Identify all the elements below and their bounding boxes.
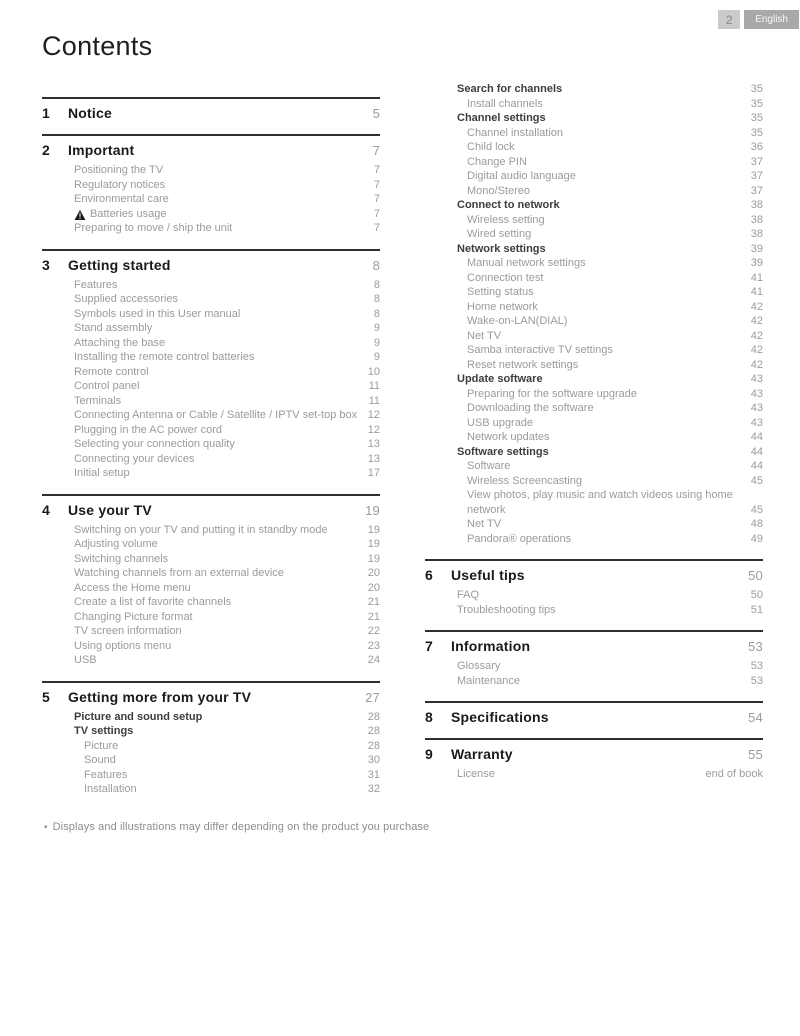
toc-entry — [42, 207, 380, 222]
toc-entry-page: 11 — [368, 380, 380, 392]
toc-entry — [42, 408, 380, 423]
toc-entry-label: Changing Picture format — [74, 610, 193, 623]
toc-section — [425, 559, 763, 617]
toc-entry-page: 7 — [373, 222, 380, 234]
toc-entry — [42, 710, 380, 725]
toc-entry — [425, 111, 763, 126]
toc-entry — [425, 459, 763, 474]
toc-entry — [425, 242, 763, 257]
toc-entry-page: 28 — [367, 725, 380, 737]
toc-entry — [42, 178, 380, 193]
toc-entry-label: License — [457, 768, 495, 780]
toc-entry-label: Connecting Antenna or Cable / Satellite / IPTV set-top box — [74, 409, 358, 421]
toc-entry-page: 12 — [367, 423, 380, 436]
section-title: Warranty — [451, 746, 513, 762]
toc-entry — [42, 610, 380, 625]
toc-entry-label: Using options menu — [74, 639, 172, 652]
toc-entry — [425, 603, 763, 618]
toc-entry-page: 7 — [373, 193, 380, 205]
toc-entry-label: Wired setting — [467, 228, 532, 240]
toc-entry — [42, 336, 380, 351]
toc-entry — [425, 140, 763, 155]
section-number: 4 — [42, 501, 50, 518]
toc-entry-label: Create a list of favorite channels — [74, 596, 232, 608]
toc-entry — [425, 387, 763, 402]
toc-entry-label: Wireless Screencasting — [467, 474, 582, 487]
toc-entry — [42, 523, 380, 538]
section-heading — [425, 738, 763, 762]
toc-entry-page: 49 — [750, 532, 763, 545]
toc-entry-page: 28 — [367, 739, 380, 752]
toc-entry-label: Adjusting volume — [74, 538, 158, 550]
section-title: Important — [68, 142, 135, 158]
toc-entry — [42, 768, 380, 783]
toc-entry — [425, 674, 763, 689]
toc-entry — [42, 278, 380, 293]
toc-entry-label: Switching on your TV and putting it in standby mode — [74, 523, 328, 536]
toc-entry-page: 53 — [750, 660, 763, 672]
toc-section — [42, 134, 380, 236]
toc-entry-label: Reset network settings — [467, 358, 579, 371]
toc-entry-page: 50 — [750, 589, 763, 601]
toc-entry — [42, 552, 380, 567]
toc-entry-label: Network settings — [457, 242, 546, 255]
toc-entry — [42, 423, 380, 438]
toc-entry-list — [42, 278, 380, 481]
toc-entry-page: 31 — [367, 768, 380, 781]
toc-entry-page: 42 — [750, 300, 763, 313]
toc-entry-label: Positioning the TV — [74, 164, 164, 176]
toc-entry — [425, 169, 763, 184]
toc-entry-page: 43 — [750, 387, 763, 400]
toc-entry-label: Manual network settings — [467, 257, 586, 269]
toc-entry — [425, 659, 763, 674]
toc-entry-label: Features — [74, 278, 118, 291]
toc-entry-page: 21 — [367, 610, 380, 623]
toc-entry-list — [425, 767, 763, 782]
toc-section — [425, 701, 763, 725]
toc-entry-label: Mono/Stereo — [467, 184, 530, 197]
toc-entry-list — [425, 659, 763, 688]
toc-entry — [425, 300, 763, 315]
toc-entry — [425, 285, 763, 300]
toc-entry-label: Channel settings — [457, 112, 546, 124]
footer-note-text: Displays and illustrations may differ depending on the product you purchase — [52, 821, 430, 833]
toc-entry-page: 53 — [750, 674, 763, 687]
section-number: 9 — [425, 746, 433, 762]
toc-entry-label: Features — [84, 768, 128, 781]
toc-entry — [42, 537, 380, 552]
toc-entry — [425, 343, 763, 358]
toc-entry-label: Selecting your connection quality — [74, 438, 235, 450]
toc-entry-list — [425, 82, 763, 546]
toc-entry-list — [42, 523, 380, 668]
toc-entry-page: 45 — [750, 503, 763, 516]
toc-entry-page: 13 — [367, 452, 380, 465]
toc-entry-page: 20 — [367, 581, 380, 594]
toc-entry-label: Troubleshooting tips — [457, 603, 556, 616]
toc-entry-page: 38 — [750, 199, 763, 211]
toc-entry — [42, 653, 380, 668]
toc-entry-page: 9 — [373, 322, 380, 334]
toc-entry-page: 13 — [367, 438, 380, 450]
section-heading — [425, 559, 763, 583]
toc-entry-label: Downloading the software — [467, 402, 594, 414]
toc-entry-label: Glossary — [457, 660, 501, 672]
toc-entry-page: 37 — [750, 155, 763, 168]
toc-entry-label: Picture — [84, 739, 119, 752]
toc-entry-label: Supplied accessories — [74, 293, 178, 305]
toc-section — [42, 97, 380, 121]
toc-entry — [425, 767, 763, 782]
toc-entry — [425, 532, 763, 547]
toc-entry-label: Regulatory notices — [74, 178, 166, 191]
toc-entry-page: 9 — [373, 351, 380, 363]
toc-entry-page: 7 — [373, 207, 380, 220]
toc-entry — [42, 566, 380, 581]
section-heading — [425, 701, 763, 725]
toc-entry-page: 42 — [750, 358, 763, 371]
toc-entry-label: Remote control — [74, 365, 149, 378]
toc-entry-page: 19 — [367, 523, 380, 536]
toc-entry-label: FAQ — [457, 589, 480, 601]
toc-columns — [42, 72, 763, 797]
toc-entry-label: Setting status — [467, 286, 534, 298]
toc-entry-label: Access the Home menu — [74, 581, 191, 594]
toc-entry — [425, 213, 763, 228]
warning-icon — [74, 210, 86, 220]
section-heading — [42, 97, 380, 121]
toc-entry — [425, 445, 763, 460]
section-number: 2 — [42, 142, 50, 158]
toc-entry-page: 21 — [367, 596, 380, 608]
toc-entry — [425, 271, 763, 286]
toc-entry-label: Connect to network — [457, 199, 560, 211]
section-number: 7 — [425, 638, 433, 654]
toc-entry-label: USB upgrade — [467, 416, 534, 429]
section-title: Getting more from your TV — [68, 688, 252, 705]
section-page-number: 7 — [372, 143, 380, 158]
section-page-number: 27 — [365, 689, 380, 705]
toc-entry — [425, 416, 763, 431]
section-heading — [425, 630, 763, 654]
toc-column-left — [42, 72, 380, 797]
toc-entry-page: 44 — [750, 460, 763, 472]
toc-entry-label: Picture and sound setup — [74, 710, 203, 723]
toc-entry-label: Sound — [84, 754, 116, 766]
section-page-number: 50 — [748, 568, 763, 583]
section-page-number: 54 — [748, 710, 763, 725]
toc-entry — [42, 782, 380, 797]
toc-entry-label: Connection test — [467, 271, 544, 284]
toc-entry-label: Terminals — [74, 394, 122, 407]
toc-entry-label: Update software — [457, 373, 543, 385]
toc-entry — [425, 184, 763, 199]
toc-entry-label: Symbols used in this User manual — [74, 307, 241, 320]
toc-entry-page: 38 — [750, 213, 763, 226]
toc-entry-list — [42, 710, 380, 797]
toc-entry-list — [42, 163, 380, 236]
toc-entry-label: Initial setup — [74, 467, 130, 479]
toc-entry — [425, 256, 763, 271]
toc-entry — [42, 753, 380, 768]
toc-entry-label: Connecting your devices — [74, 452, 195, 465]
toc-entry — [42, 624, 380, 639]
toc-entry-page: end of book — [705, 768, 763, 780]
toc-entry-page: 43 — [750, 402, 763, 414]
toc-entry — [425, 517, 763, 532]
toc-entry-page: 37 — [750, 184, 763, 197]
toc-entry-page: 10 — [367, 365, 380, 378]
toc-entry-label: Switching channels — [74, 552, 169, 565]
toc-entry-list — [425, 588, 763, 617]
toc-entry — [42, 365, 380, 380]
toc-entry-page: 45 — [750, 474, 763, 487]
toc-entry-page: 35 — [750, 126, 763, 139]
toc-entry — [425, 314, 763, 329]
toc-entry-label: Batteries usage — [90, 207, 167, 220]
toc-entry — [425, 488, 763, 517]
toc-entry-page: 42 — [750, 344, 763, 356]
toc-entry-page: 44 — [750, 431, 763, 443]
toc-entry — [42, 307, 380, 322]
toc-entry — [425, 97, 763, 112]
toc-entry — [42, 739, 380, 754]
toc-entry-label: Software — [467, 460, 511, 472]
toc-entry-label: Stand assembly — [74, 322, 153, 334]
toc-entry-page: 22 — [367, 625, 380, 637]
toc-entry-label: Search for channels — [457, 83, 563, 95]
toc-entry-page: 36 — [750, 141, 763, 153]
toc-entry-page: 30 — [367, 754, 380, 766]
toc-entry-label: Channel installation — [467, 126, 564, 139]
toc-entry-page: 44 — [750, 445, 763, 458]
toc-entry — [42, 221, 380, 236]
toc-section — [425, 77, 763, 546]
toc-entry — [42, 595, 380, 610]
section-title: Getting started — [68, 256, 171, 273]
toc-entry — [42, 724, 380, 739]
toc-entry-label: Home network — [467, 300, 538, 313]
toc-entry-label: View photos, play music and watch videos using home network — [467, 489, 733, 516]
section-page-number: 8 — [372, 257, 380, 273]
section-page-number: 55 — [748, 747, 763, 762]
header-badges — [718, 10, 799, 29]
toc-entry-page: 24 — [367, 654, 380, 666]
footer-bullet: • — [44, 822, 48, 833]
toc-entry-page: 28 — [367, 710, 380, 723]
section-number: 1 — [42, 105, 50, 121]
toc-entry — [42, 292, 380, 307]
section-number: 3 — [42, 256, 50, 273]
toc-entry — [42, 437, 380, 452]
toc-entry-page: 42 — [750, 329, 763, 342]
toc-entry-label: Maintenance — [457, 674, 520, 687]
toc-entry-label: Install channels — [467, 97, 543, 110]
toc-entry-page: 35 — [750, 97, 763, 110]
toc-entry-page: 48 — [750, 518, 763, 530]
toc-entry-page: 8 — [373, 278, 380, 291]
toc-entry-page: 35 — [750, 83, 763, 95]
toc-entry-page: 35 — [750, 112, 763, 124]
toc-entry — [42, 350, 380, 365]
toc-entry-label: Watching channels from an external device — [74, 567, 284, 579]
toc-entry-label: Installation — [84, 783, 137, 795]
section-title: Specifications — [451, 709, 549, 725]
toc-entry — [42, 581, 380, 596]
footer-note — [44, 821, 429, 833]
toc-entry — [425, 198, 763, 213]
toc-entry-page: 23 — [367, 639, 380, 652]
toc-entry-page: 41 — [750, 271, 763, 284]
language-badge: English — [744, 10, 799, 29]
toc-entry — [425, 474, 763, 489]
toc-entry-page: 39 — [750, 242, 763, 255]
toc-entry-label: Software settings — [457, 445, 549, 458]
toc-entry-page: 17 — [367, 467, 380, 479]
toc-entry — [42, 163, 380, 178]
toc-section — [42, 494, 380, 668]
section-number: 6 — [425, 567, 433, 583]
section-title: Use your TV — [68, 501, 152, 518]
toc-entry — [42, 321, 380, 336]
toc-entry — [425, 329, 763, 344]
section-page-number: 53 — [748, 639, 763, 654]
toc-entry-page: 7 — [373, 164, 380, 176]
toc-entry-page: 38 — [750, 228, 763, 240]
section-page-number: 5 — [372, 106, 380, 121]
toc-entry-page: 19 — [367, 538, 380, 550]
toc-entry — [425, 126, 763, 141]
section-title: Information — [451, 638, 531, 654]
toc-entry-label: USB — [74, 654, 97, 666]
section-number: 5 — [42, 688, 50, 705]
toc-section — [425, 738, 763, 782]
toc-entry-label: Environmental care — [74, 193, 169, 205]
toc-entry-page: 43 — [750, 416, 763, 429]
toc-entry-label: Wake-on-LAN(DIAL) — [467, 315, 568, 327]
toc-entry — [42, 379, 380, 394]
toc-entry-page: 32 — [367, 783, 380, 795]
toc-section — [42, 681, 380, 797]
toc-entry-page: 9 — [373, 336, 380, 349]
page-number-badge: 2 — [718, 10, 740, 29]
toc-entry — [425, 82, 763, 97]
toc-entry-page: 11 — [368, 394, 380, 407]
toc-entry — [425, 430, 763, 445]
toc-entry-label: Net TV — [467, 329, 502, 342]
toc-entry-page: 42 — [750, 315, 763, 327]
page-title: Contents — [42, 31, 153, 61]
toc-entry-page: 8 — [373, 307, 380, 320]
section-heading — [42, 249, 380, 273]
toc-entry — [425, 227, 763, 242]
toc-entry — [425, 401, 763, 416]
toc-entry-label: Wireless setting — [467, 213, 545, 226]
toc-entry — [425, 372, 763, 387]
toc-entry-page: 19 — [367, 552, 380, 565]
section-heading — [42, 134, 380, 158]
toc-entry-label: Network updates — [467, 431, 550, 443]
toc-entry — [42, 466, 380, 481]
toc-entry-page: 51 — [750, 603, 763, 616]
section-title: Useful tips — [451, 567, 525, 583]
toc-entry-label: TV settings — [74, 725, 134, 737]
toc-entry — [425, 155, 763, 170]
toc-entry — [42, 394, 380, 409]
toc-entry-page: 20 — [367, 567, 380, 579]
toc-entry-label: Samba interactive TV settings — [467, 344, 613, 356]
section-heading — [42, 494, 380, 518]
toc-section — [42, 249, 380, 481]
toc-entry-label: Plugging in the AC power cord — [74, 423, 222, 436]
toc-entry-label: Preparing for the software upgrade — [467, 387, 637, 400]
toc-entry-label: Control panel — [74, 380, 140, 392]
toc-entry-page: 41 — [750, 286, 763, 298]
toc-entry-page: 7 — [373, 178, 380, 191]
toc-entry — [42, 452, 380, 467]
toc-entry-label: TV screen information — [74, 625, 182, 637]
toc-entry-page: 43 — [750, 373, 763, 385]
toc-section — [425, 630, 763, 688]
section-page-number: 19 — [365, 502, 380, 518]
toc-entry-page: 37 — [750, 170, 763, 182]
toc-entry-page: 12 — [367, 409, 380, 421]
toc-entry-label: Net TV — [467, 518, 502, 530]
toc-entry — [42, 639, 380, 654]
toc-entry-label: Attaching the base — [74, 336, 166, 349]
section-heading — [42, 681, 380, 705]
toc-entry-label: Installing the remote control batteries — [74, 351, 255, 363]
toc-entry-label: Child lock — [467, 141, 515, 153]
toc-entry-label: Pandora® operations — [467, 532, 572, 545]
toc-entry-page: 8 — [373, 293, 380, 305]
toc-entry — [425, 358, 763, 373]
toc-entry-label: Digital audio language — [467, 170, 576, 182]
section-title: Notice — [68, 105, 112, 121]
toc-entry-label: Preparing to move / ship the unit — [74, 222, 233, 234]
toc-entry-page: 39 — [750, 257, 763, 269]
toc-column-right — [425, 72, 763, 797]
toc-entry-label: Change PIN — [467, 155, 527, 168]
section-number: 8 — [425, 709, 433, 725]
toc-entry — [42, 192, 380, 207]
toc-entry — [425, 588, 763, 603]
